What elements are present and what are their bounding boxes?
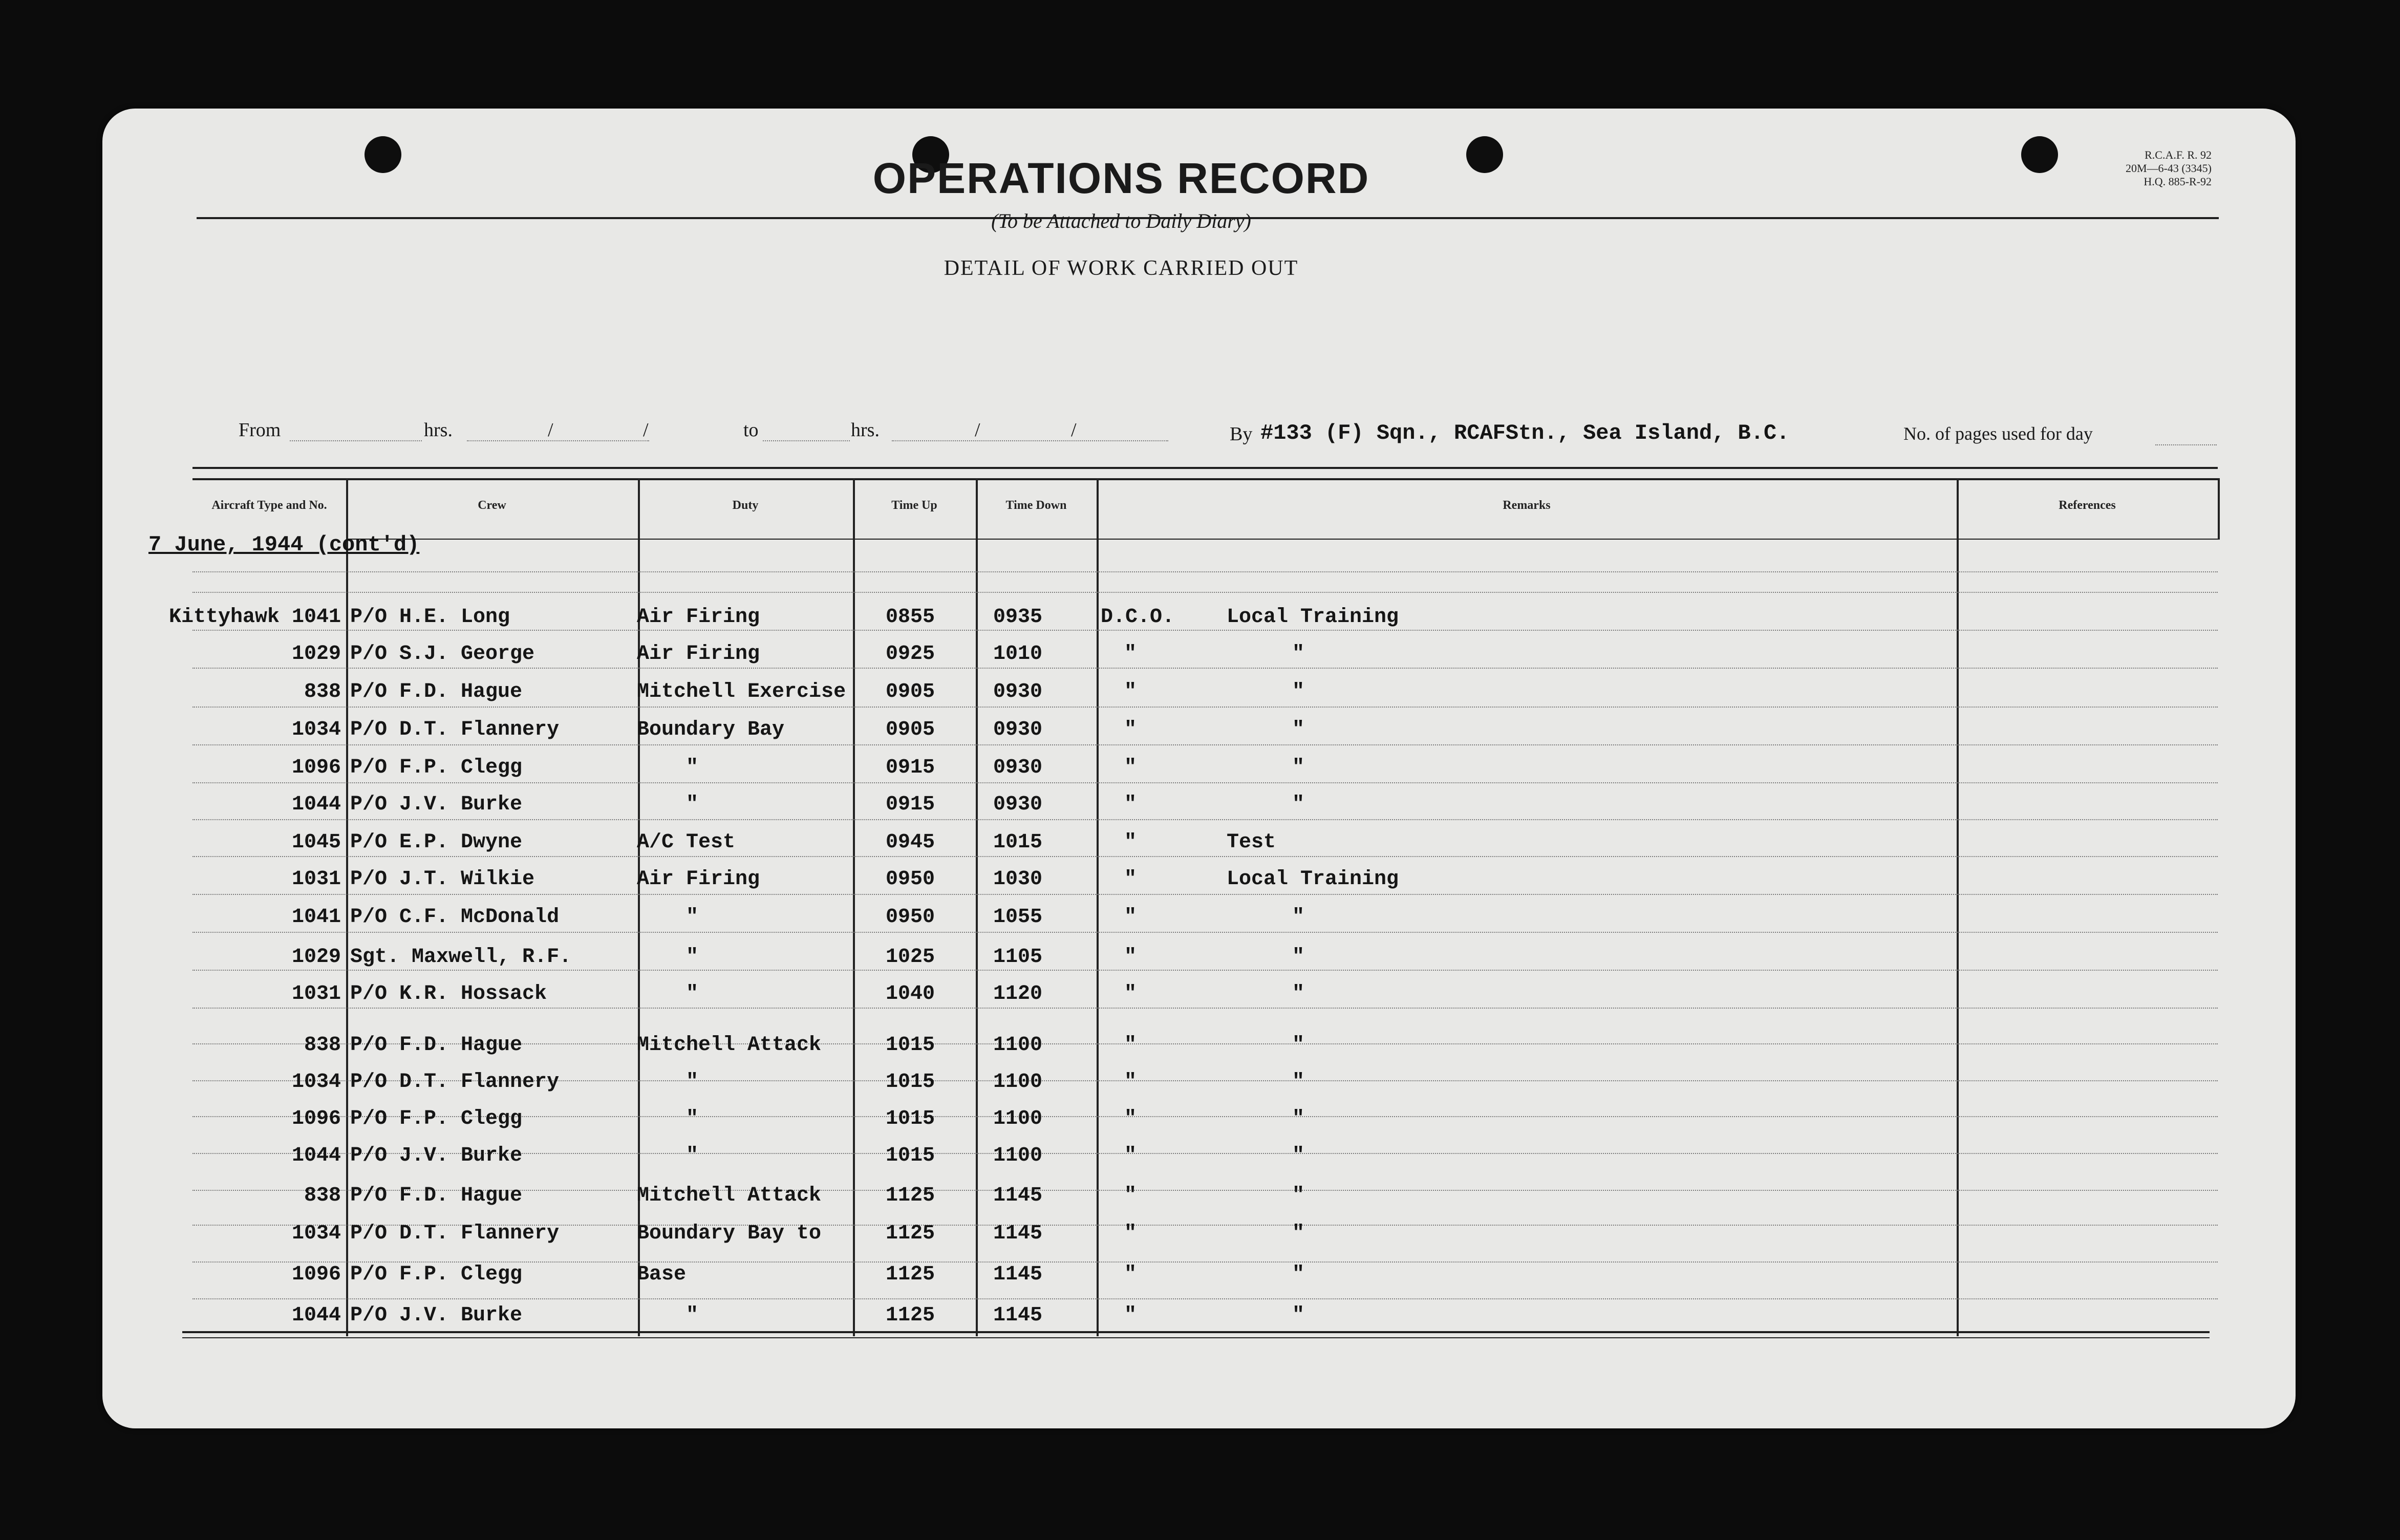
- time-up-cell: 1125: [886, 1222, 935, 1245]
- time-down-cell: 1145: [993, 1263, 1043, 1286]
- signature-cell: ": [1124, 831, 1137, 854]
- signature-cell: ": [1124, 756, 1137, 779]
- duty-cell: Boundary Bay to: [637, 1222, 822, 1245]
- duty-cell: Air Firing: [637, 606, 760, 629]
- crew-cell: P/O K.R. Hossack: [350, 982, 547, 1006]
- duty-cell: ": [686, 906, 699, 929]
- aircraft-cell: 1034: [291, 1222, 341, 1245]
- crew-cell: P/O C.F. McDonald: [350, 906, 560, 929]
- ruled-line: [192, 894, 2218, 895]
- col-divider: [853, 478, 855, 1336]
- ruled-line: [192, 1008, 2218, 1009]
- binder-hole-1: [365, 136, 401, 173]
- col-divider: [976, 478, 978, 1336]
- duty-cell: ": [686, 946, 699, 969]
- signature-cell: ": [1124, 1071, 1137, 1094]
- col-divider: [2218, 478, 2220, 540]
- signature-cell: ": [1124, 1263, 1137, 1286]
- aircraft-cell: Kittyhawk 1041: [168, 606, 341, 629]
- aircraft-cell: 1096: [291, 1263, 341, 1286]
- date-heading: 7 June, 1944 (cont'd): [148, 532, 420, 557]
- remarks-cell: ": [1292, 1304, 1305, 1327]
- duty-cell: ": [686, 1071, 699, 1094]
- col-aircraft: Aircraft Type and No.: [211, 499, 327, 512]
- ruled-line: [192, 630, 2218, 631]
- by-label: By: [1230, 423, 1253, 445]
- time-up-cell: 1125: [886, 1304, 935, 1327]
- time-up-cell: 1040: [886, 982, 935, 1006]
- aircraft-cell: 1031: [291, 868, 341, 891]
- duty-cell: Air Firing: [637, 868, 760, 891]
- ruled-line: [192, 970, 2218, 971]
- form-subtitle: (To be Attached to Daily Diary): [991, 209, 1251, 232]
- date-separator: /: [548, 419, 553, 441]
- crew-cell: Sgt. Maxwell, R.F.: [350, 946, 572, 969]
- remarks-cell: ": [1292, 1184, 1305, 1207]
- remarks-cell: ": [1292, 1222, 1305, 1245]
- form-ref-line: R.C.A.F. R. 92: [2145, 148, 2212, 161]
- aircraft-cell: 1029: [291, 643, 341, 666]
- duty-cell: Base: [637, 1263, 687, 1286]
- header-rule-second: [192, 478, 2218, 480]
- aircraft-cell: 1096: [291, 756, 341, 779]
- crew-cell: P/O F.P. Clegg: [350, 1263, 523, 1286]
- ruled-line: [192, 668, 2218, 669]
- signature-cell: ": [1124, 1034, 1137, 1057]
- aircraft-cell: 1031: [291, 982, 341, 1006]
- time-down-cell: 1100: [993, 1071, 1043, 1094]
- form-reference: [1997, 148, 2212, 188]
- hrs-label: hrs.: [424, 419, 453, 441]
- time-down-cell: 1100: [993, 1034, 1043, 1057]
- ruled-line: [192, 1261, 2218, 1263]
- col-remarks: Remarks: [1503, 499, 1551, 512]
- form-title: OPERATIONS RECORD: [872, 154, 1370, 202]
- remarks-cell: ": [1292, 906, 1305, 929]
- form-heading: DETAIL OF WORK CARRIED OUT: [944, 256, 1299, 280]
- time-up-cell: 1125: [886, 1263, 935, 1286]
- signature-cell: ": [1124, 868, 1137, 891]
- time-down-cell: 1055: [993, 906, 1043, 929]
- col-divider: [1097, 478, 1099, 1336]
- crew-cell: P/O D.T. Flannery: [350, 1071, 560, 1094]
- header-rule-bottom: [346, 539, 2218, 540]
- hrs-label-2: hrs.: [851, 419, 880, 441]
- crew-cell: P/O F.D. Hague: [350, 680, 523, 703]
- pages-label: No. of pages used for day: [1903, 423, 2093, 444]
- aircraft-cell: 1045: [291, 831, 341, 854]
- time-up-cell: 0915: [886, 793, 935, 816]
- time-down-cell: 0930: [993, 793, 1043, 816]
- time-up-cell: 0915: [886, 756, 935, 779]
- duty-cell: Air Firing: [637, 643, 760, 666]
- aircraft-cell: 1044: [291, 1304, 341, 1327]
- col-time-down: Time Down: [1005, 499, 1067, 512]
- duty-cell: A/C Test: [637, 831, 736, 854]
- ruled-line: [192, 819, 2218, 820]
- signature-cell: ": [1124, 1184, 1137, 1207]
- time-down-cell: 1015: [993, 831, 1043, 854]
- signature-cell: ": [1124, 718, 1137, 741]
- time-up-cell: 0950: [886, 868, 935, 891]
- time-up-cell: 1015: [886, 1144, 935, 1167]
- duty-cell: ": [686, 1304, 699, 1327]
- signature-cell: ": [1124, 946, 1137, 969]
- time-up-cell: 0950: [886, 906, 935, 929]
- time-up-cell: 0905: [886, 680, 935, 703]
- col-references: References: [2059, 499, 2116, 512]
- remarks-cell: ": [1292, 756, 1305, 779]
- signature-cell: ": [1124, 1107, 1137, 1130]
- signature-cell: ": [1124, 982, 1137, 1006]
- aircraft-cell: 1096: [291, 1107, 341, 1130]
- remarks-cell: ": [1292, 643, 1305, 666]
- duty-cell: Boundary Bay: [637, 718, 785, 741]
- time-up-cell: 0925: [886, 643, 935, 666]
- header-rule-top: [192, 467, 2218, 469]
- time-down-cell: 0930: [993, 680, 1043, 703]
- time-up-cell: 1125: [886, 1184, 935, 1207]
- col-time-up: Time Up: [891, 499, 937, 512]
- duty-cell: Mitchell Attack: [637, 1184, 822, 1207]
- duty-cell: ": [686, 1107, 699, 1130]
- remarks-cell: ": [1292, 793, 1305, 816]
- pages-blank: [2155, 444, 2217, 445]
- remarks-cell: ": [1292, 1107, 1305, 1130]
- unit-name: #133 (F) Sqn., RCAFStn., Sea Island, B.C.: [1260, 421, 1790, 445]
- signature-cell: ": [1124, 906, 1137, 929]
- bottom-rule: [182, 1331, 2210, 1333]
- date-separator: /: [1071, 419, 1077, 441]
- aircraft-cell: 1041: [291, 906, 341, 929]
- signature-cell: ": [1124, 680, 1137, 703]
- aircraft-cell: 1034: [291, 1071, 341, 1094]
- signature-cell: ": [1124, 1304, 1137, 1327]
- from-date-blank: [467, 440, 649, 441]
- crew-cell: P/O D.T. Flannery: [350, 718, 560, 741]
- remarks-cell: ": [1292, 1263, 1305, 1286]
- time-down-cell: 0935: [993, 606, 1043, 629]
- remarks-cell: ": [1292, 1144, 1305, 1167]
- date-separator: /: [975, 419, 980, 441]
- aircraft-cell: 1029: [291, 946, 341, 969]
- remarks-cell: Test: [1227, 831, 1276, 854]
- time-down-cell: 1100: [993, 1144, 1043, 1167]
- ruled-line: [192, 782, 2218, 783]
- crew-cell: P/O E.P. Dwyne: [350, 831, 523, 854]
- duty-cell: Mitchell Attack: [637, 1034, 822, 1057]
- to-blank: [763, 440, 850, 441]
- crew-cell: P/O H.E. Long: [350, 606, 510, 629]
- col-divider: [346, 478, 348, 1336]
- ruled-line: [192, 856, 2218, 857]
- time-up-cell: 1015: [886, 1107, 935, 1130]
- remarks-cell: ": [1292, 982, 1305, 1006]
- crew-cell: P/O J.V. Burke: [350, 1144, 523, 1167]
- crew-cell: P/O S.J. George: [350, 643, 535, 666]
- time-down-cell: 1010: [993, 643, 1043, 666]
- ruled-line: [192, 744, 2218, 745]
- remarks-cell: Local Training: [1227, 868, 1399, 891]
- time-up-cell: 0945: [886, 831, 935, 854]
- duty-cell: ": [686, 1144, 699, 1167]
- ruled-line: [192, 1298, 2218, 1299]
- ruled-line: [192, 571, 2218, 572]
- binder-hole-3: [1466, 136, 1503, 173]
- crew-cell: P/O J.V. Burke: [350, 793, 523, 816]
- remarks-cell: ": [1292, 946, 1305, 969]
- time-up-cell: 0855: [886, 606, 935, 629]
- signature-cell: D.C.O.: [1101, 606, 1175, 629]
- aircraft-cell: 838: [304, 1184, 341, 1207]
- col-divider: [1957, 478, 1959, 1336]
- signature-cell: ": [1124, 1222, 1137, 1245]
- time-down-cell: 1120: [993, 982, 1043, 1006]
- time-down-cell: 1100: [993, 1107, 1043, 1130]
- remarks-cell: ": [1292, 1034, 1305, 1057]
- aircraft-cell: 838: [304, 1034, 341, 1057]
- signature-cell: ": [1124, 643, 1137, 666]
- col-crew: Crew: [478, 499, 506, 512]
- form-ref-line: 20M—6-43 (3345): [2125, 162, 2212, 175]
- signature-cell: ": [1124, 1144, 1137, 1167]
- aircraft-cell: 838: [304, 680, 341, 703]
- time-down-cell: 1145: [993, 1184, 1043, 1207]
- to-label: to: [743, 419, 759, 441]
- signature-cell: ": [1124, 793, 1137, 816]
- duty-cell: Mitchell Exercise: [637, 680, 846, 703]
- crew-cell: P/O F.D. Hague: [350, 1034, 523, 1057]
- aircraft-cell: 1044: [291, 793, 341, 816]
- duty-cell: ": [686, 756, 699, 779]
- form-ref-line: H.Q. 885-R-92: [2144, 175, 2212, 188]
- from-blank: [290, 440, 422, 441]
- time-down-cell: 1145: [993, 1304, 1043, 1327]
- duty-cell: ": [686, 793, 699, 816]
- crew-cell: P/O J.V. Burke: [350, 1304, 523, 1327]
- time-down-cell: 1030: [993, 868, 1043, 891]
- time-down-cell: 1145: [993, 1222, 1043, 1245]
- ruled-line: [192, 592, 2218, 593]
- col-duty: Duty: [732, 499, 759, 512]
- remarks-cell: ": [1292, 1071, 1305, 1094]
- crew-cell: P/O D.T. Flannery: [350, 1222, 560, 1245]
- bottom-rule-second: [182, 1337, 2210, 1338]
- remarks-cell: Local Training: [1227, 606, 1399, 629]
- time-down-cell: 0930: [993, 718, 1043, 741]
- aircraft-cell: 1044: [291, 1144, 341, 1167]
- from-label: From: [239, 419, 281, 441]
- crew-cell: P/O J.T. Wilkie: [350, 868, 535, 891]
- aircraft-cell: 1034: [291, 718, 341, 741]
- time-up-cell: 1015: [886, 1071, 935, 1094]
- ruled-line: [192, 707, 2218, 708]
- ruled-line: [192, 932, 2218, 933]
- time-up-cell: 1025: [886, 946, 935, 969]
- time-down-cell: 0930: [993, 756, 1043, 779]
- crew-cell: P/O F.P. Clegg: [350, 756, 523, 779]
- time-down-cell: 1105: [993, 946, 1043, 969]
- date-separator: /: [643, 419, 649, 441]
- remarks-cell: ": [1292, 680, 1305, 703]
- time-up-cell: 0905: [886, 718, 935, 741]
- duty-cell: ": [686, 982, 699, 1006]
- remarks-cell: ": [1292, 718, 1305, 741]
- time-up-cell: 1015: [886, 1034, 935, 1057]
- crew-cell: P/O F.D. Hague: [350, 1184, 523, 1207]
- to-date-blank: [892, 440, 1168, 441]
- crew-cell: P/O F.P. Clegg: [350, 1107, 523, 1130]
